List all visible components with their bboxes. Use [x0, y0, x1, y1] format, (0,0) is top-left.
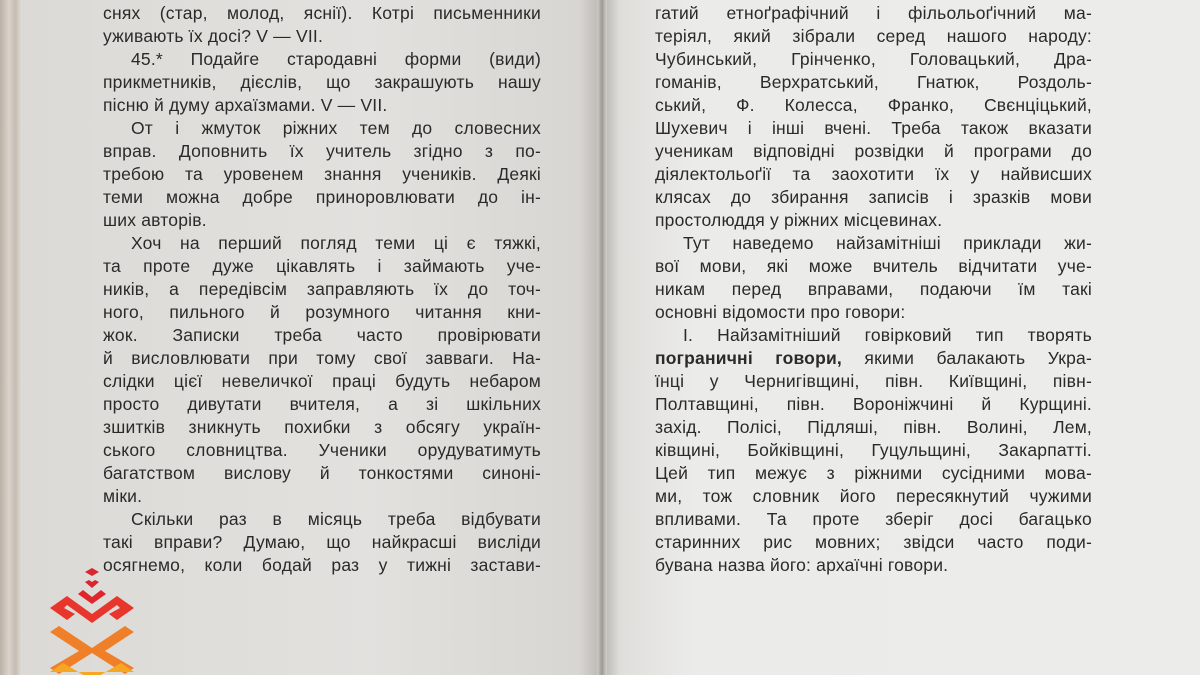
text-line: вої мови, які може вчитель відчитати уче- — [655, 256, 1092, 276]
text-line: жок. Записки треба часто провірювати — [103, 325, 541, 345]
ornament-logo-icon — [45, 568, 145, 675]
text-line: простолюддя у ріжних місцевинах. — [655, 210, 943, 230]
text-line: міки. — [103, 486, 143, 506]
text-line: клясах до збирання записів і зразків мови — [655, 187, 1092, 207]
text-line: теми можна добре приноровлювати до ін- — [103, 187, 541, 207]
text-line: гоманів, Верхратський, Гнатюк, Роздоль- — [655, 72, 1092, 92]
text-line: старинних рис мовних; звідси часто поди- — [655, 532, 1092, 552]
text-line: ського словництва. Ученики орудуватимуть — [103, 440, 541, 460]
text-line: ківщині, Бойківщині, Гуцульщині, Закарпатті. — [655, 440, 1092, 460]
text-line: уживають їх досі? V — VII. — [103, 26, 324, 46]
text-line: ученикам відповідні розвідки й програми до — [655, 141, 1092, 161]
text-line: Тут наведемо найзамітніші приклади жи- — [683, 233, 1092, 253]
text-line: бувана назва його: архаїчні говори. — [655, 555, 949, 575]
text-line: От і жмуток ріжних тем до словесних — [131, 118, 541, 138]
text-line: захід. Полісі, Підляші, півн. Волині, Лем, — [655, 417, 1092, 437]
text-line: зшитків зникнуть похибки з обсягу україн- — [103, 417, 541, 437]
text-line: 45.* Подайге стародавні форми (види) — [131, 49, 541, 69]
text-line: осягнемо, коли бодай раз у тижні застави- — [103, 555, 541, 575]
text-segment: якими балакають Укра- — [841, 348, 1092, 368]
text-line: I. Найзамітніший говірковий тип творять — [683, 325, 1092, 345]
text-line: та проте дуже цікавлять і займають уче- — [103, 256, 541, 276]
text-line: вправ. Доповнить їх учитель згідно з по- — [103, 141, 541, 161]
text-line: ми, тож словник його пересякнутий чужими — [655, 486, 1092, 506]
text-line: гатий етноґрафічний і фільольоґічний ма- — [655, 3, 1092, 23]
text-line: впливами. Та проте зберіг досі багацько — [655, 509, 1092, 529]
bold-term: пограничні говори, — [655, 348, 842, 368]
text-line: Скільки раз в місяць треба відбувати — [131, 509, 541, 529]
book-edge — [0, 0, 22, 675]
text-line: Цей тип межує з ріжними сусідними мова- — [655, 463, 1092, 483]
text-line: діялектольоґії та заохотити їх у найвисших — [655, 164, 1092, 184]
text-line: основні відомости про говори: — [655, 302, 906, 322]
text-line: такі вправи? Думаю, що найкрасші висліди — [103, 532, 541, 552]
text-line: багатством вислову й тонкостями синоні- — [103, 463, 541, 483]
right-page-text — [655, 2, 1092, 577]
text-line: Шухевич і інші вчені. Треба також вказати — [655, 118, 1092, 138]
text-line — [655, 347, 1092, 370]
text-line: требою та уровенем знання учеників. Деякі — [103, 164, 541, 184]
book-spine — [597, 0, 607, 675]
text-line: пісню й думу архаїзмами. V — VII. — [103, 95, 388, 115]
text-line: ного, пильного й розумного читання кни- — [103, 302, 541, 322]
text-line: Полтавщині, півн. Вороніжчині й Курщині. — [655, 394, 1092, 414]
text-line: Чубинський, Грінченко, Головацький, Дра- — [655, 49, 1092, 69]
text-line: прикметників, дієслів, що закрашують нашу — [103, 72, 541, 92]
left-page-text — [103, 2, 541, 577]
text-line: ших авторів. — [103, 210, 207, 230]
text-line: Хоч на перший погляд теми ці є тяжкі, — [131, 233, 541, 253]
text-line: никам перед вправами, подаючи їм такі — [655, 279, 1092, 299]
text-line: ський, Ф. Колесса, Франко, Свєнціцький, — [655, 95, 1092, 115]
text-line: ників, а передівсім заправляють їх до точ- — [103, 279, 541, 299]
text-line: слідки цієї невеличкої праці будуть небаром — [103, 371, 541, 391]
text-line: їнці у Чернигівщині, півн. Київщині, півн- — [655, 371, 1092, 391]
text-line: теріял, який зібрали серед нашого народу: — [655, 26, 1092, 46]
text-line: просто дивутати вчителя, а зі шкільних — [103, 394, 541, 414]
text-line: й висловлювати при тому свої завваги. На- — [103, 348, 541, 368]
text-line: снях (стар, молод, яснії). Котрі письменники — [103, 3, 541, 23]
